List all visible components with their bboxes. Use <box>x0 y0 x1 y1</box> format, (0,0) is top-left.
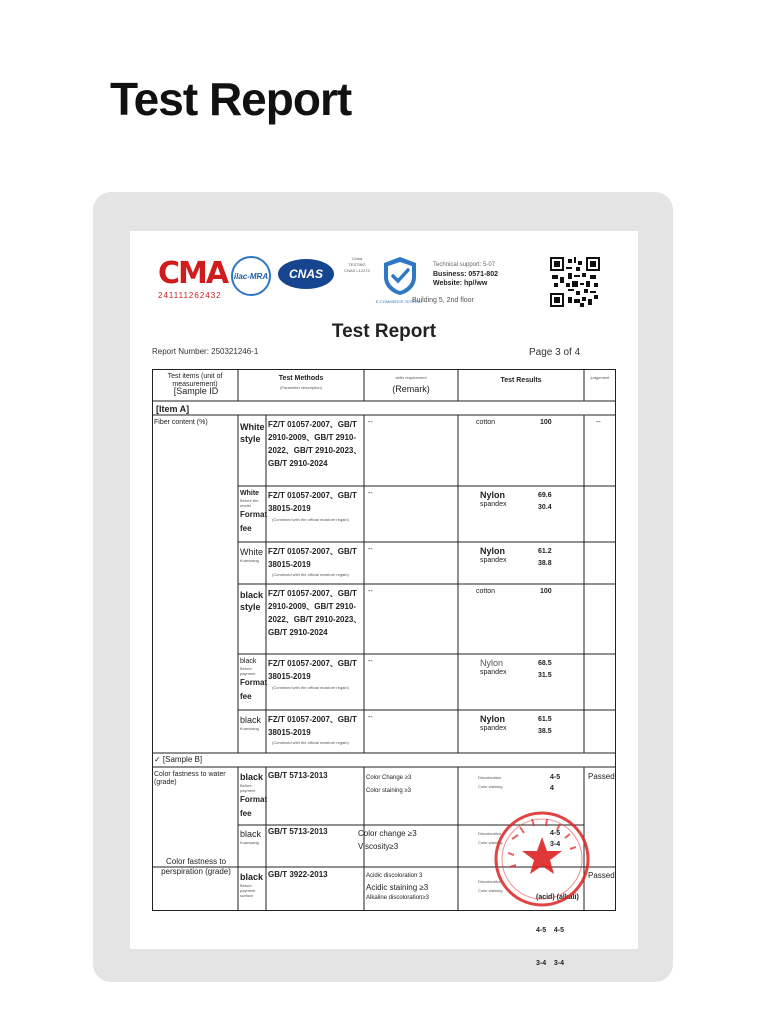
row1-remark: -- <box>368 490 373 497</box>
address: Building 5, 2nd floor <box>412 297 474 304</box>
row4-values: 68.5 31.5 <box>538 660 552 679</box>
page-heading: Test Report <box>110 73 352 125</box>
row1-sample: White Before the model Format fee <box>240 490 268 533</box>
header-results: Test Results <box>500 377 542 384</box>
header-remark: (Remark) <box>392 384 430 394</box>
row5-note: (Combined with the official moisture regain) <box>272 740 349 745</box>
row4-sample: black Before payment Format fee <box>240 658 268 701</box>
row1-method: FZ/T 01057-2007、GB/T 38015-2019 <box>268 491 357 513</box>
cnas-logo <box>278 259 334 289</box>
perspiration-values: (acid) (alkali) 4-5 4-5 3-4 3-4 <box>536 894 579 967</box>
technical-support: Technical support: 5-07 <box>433 262 496 268</box>
ilac-mra-logo <box>231 256 271 296</box>
water-result-labels: Discoloration Color staining <box>478 775 503 789</box>
water-sample: black Before payment Format fee <box>240 772 268 818</box>
row5-method: FZ/T 01057-2007、GB/T 38015-2019 <box>268 715 357 737</box>
row2-fibers: Nylon spandex <box>480 546 507 564</box>
qr-code-icon <box>550 257 600 307</box>
header-test-items: Test items (unit of measurement) <box>167 373 223 388</box>
water2-result-labels: Discoloration Color staining <box>478 831 503 845</box>
water-requirements: Color Change ≥3 Color staining ≥3 <box>366 775 412 794</box>
perspiration-judgement: Passed <box>588 871 615 880</box>
row1-note: (Combined with the official moisture regain) <box>272 517 349 522</box>
report-number: Report Number: 250321246-1 <box>152 347 259 356</box>
row4-note: (Combined with the official moisture regain) <box>272 685 349 690</box>
header-methods-sub: (Parameter description) <box>280 385 322 390</box>
water2-method: GB/T 5713-2013 <box>268 827 328 836</box>
row3-sample: black style <box>240 590 264 612</box>
row2-values: 61.2 38.8 <box>538 548 552 567</box>
water-judgement: Passed <box>588 772 615 781</box>
row2-note: (Combined with the official moisture regain) <box>272 572 349 577</box>
water-method: GB/T 5713-2013 <box>268 771 328 780</box>
row5-values: 61.5 38.5 <box>538 716 552 735</box>
row5-fibers: Nylon spandex <box>480 714 507 732</box>
row3-value: 100 <box>540 588 552 595</box>
perspiration-method: GB/T 3922-2013 <box>268 870 328 879</box>
report-sheet <box>130 231 638 967</box>
water2-sample: black Kuanwang <box>240 829 262 845</box>
row2-sample: White Kuanwang <box>240 547 264 563</box>
sample-b-label: ✓ [Sample B] <box>154 755 203 764</box>
row5-sample: black Kuanwang <box>240 715 262 731</box>
header-methods: Test Methods <box>278 375 324 382</box>
cma-mark: CMA <box>158 256 228 291</box>
row5-remark: -- <box>368 714 373 721</box>
row1-fibers: Nylon spandex <box>480 490 507 508</box>
water-item: Color fastness to water (grade) <box>154 771 226 786</box>
perspiration-requirements: Acidic discoloration 3 Acidic staining ≥3 Alkaline discoloration≥3 <box>366 873 429 901</box>
header-skills: skills requirement <box>395 375 427 380</box>
certification-logos <box>130 231 638 321</box>
row2-remark: -- <box>368 546 373 553</box>
row4-method: FZ/T 01057-2007、GB/T 38015-2019 <box>268 659 357 681</box>
row0-remark: -- <box>368 419 373 426</box>
ilac-mark: ilac-MRA <box>233 271 269 281</box>
perspiration-item: Color fastness to perspiration (grade) <box>161 857 231 876</box>
row0-method: FZ/T 01057-2007、GB/T 2910-2009、GB/T 2910-2022、GB/T 2910-2023、GB/T 2910-2024 <box>268 420 362 468</box>
report-title: Test Report <box>331 321 437 342</box>
row3-fiber: cotton <box>476 588 496 595</box>
row4-remark: -- <box>368 658 373 665</box>
header-sample-id: [Sample ID <box>173 386 219 396</box>
row1-values: 69.6 30.4 <box>538 492 552 511</box>
water2-values: 4-5 3-4 <box>550 830 561 848</box>
water2-requirements: Color change ≥3 Viscosity≥3 <box>358 829 417 851</box>
row2-method: FZ/T 01057-2007、GB/T 38015-2019 <box>268 547 357 569</box>
row4-fibers: Nylon spandex <box>480 658 507 676</box>
row0-value: 100 <box>540 419 552 426</box>
header-judgement: judgement <box>590 375 610 380</box>
website: Website: hp//ww <box>433 280 488 287</box>
cma-number: 241111262432 <box>158 291 222 300</box>
row0-judgement: -- <box>596 419 601 426</box>
business-phone: Business: 0571-802 <box>433 271 498 278</box>
perspiration-sample: black Before payment surface <box>240 872 264 898</box>
ecommerce-label: E-COMMERCE TESTING <box>375 299 423 304</box>
row0-fiber: cotton <box>476 419 496 426</box>
fiber-content-label: Fiber content (%) <box>154 419 208 426</box>
china-testing-label: China TESTING CNAS L12274 <box>344 256 370 273</box>
ecommerce-shield-icon <box>380 255 420 297</box>
company-seal <box>492 809 592 909</box>
cma-logo <box>158 256 228 300</box>
row0-sample: White style <box>240 422 265 444</box>
cnas-mark: CNAS <box>288 267 323 281</box>
row3-method: FZ/T 01057-2007、GB/T 2910-2009、GB/T 2910-2022、GB/T 2910-2023、GB/T 2910-2024 <box>268 589 362 637</box>
item-a-label: [Item A] <box>156 404 190 414</box>
perspiration-result-labels: Discoloration Color staining <box>478 879 503 893</box>
page-indicator: Page 3 of 4 <box>529 347 581 358</box>
row3-remark: -- <box>368 588 373 595</box>
water-values: 4-5 4 <box>550 774 561 792</box>
